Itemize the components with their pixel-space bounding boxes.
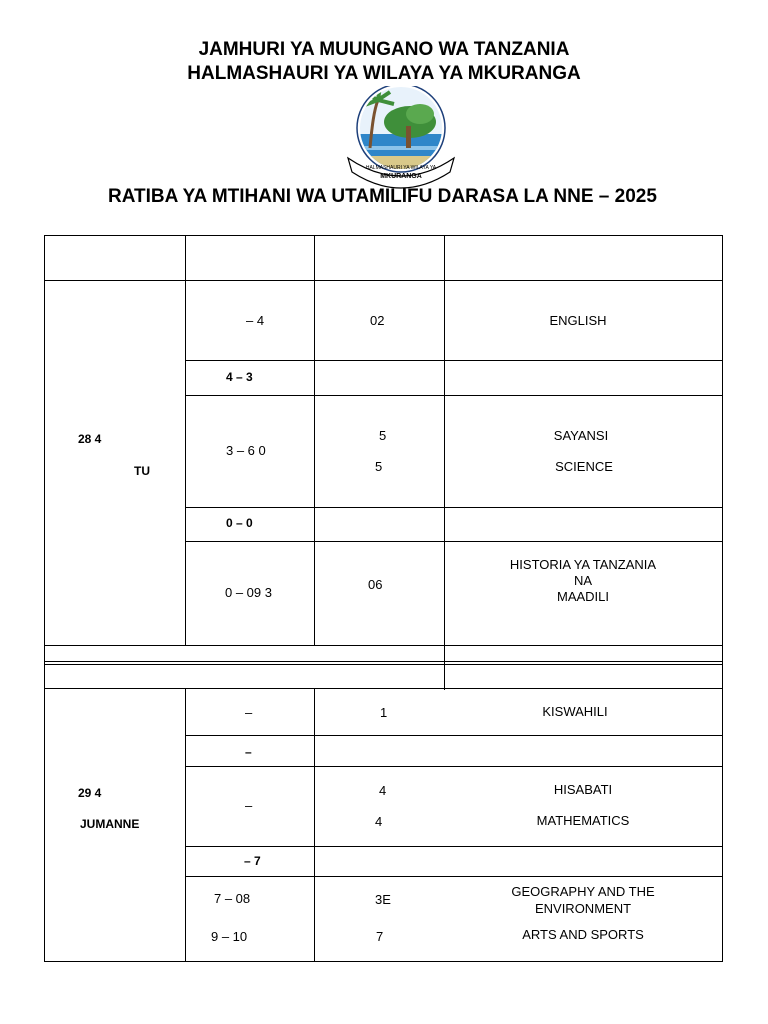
day2-row5-subject-b: ENVIRONMENT [534,901,632,916]
document-title: RATIBA YA MTIHANI WA UTAMILIFU DARASA LA NNE – 2025 [108,186,657,207]
day2-break1-time: – [245,745,252,759]
header-line-2: HALMASHAURI YA WILAYA YA MKURANGA [187,63,581,84]
day1-row3-code-b: 5 [375,459,383,474]
day2-row5-code-b: 7 [376,929,384,944]
day1-row5-subject-a: HISTORIA YA TANZANIA [509,557,657,572]
day1-row3-code-a: 5 [379,428,387,443]
day1-row1-time: – 4 [246,313,265,328]
day1-row5-subject-b: NA [573,573,593,588]
day1-row5-code: 06 [368,577,383,592]
day1-break1-time: 4 – 3 [226,370,253,384]
header-line-1: JAMHURI YA MUUNGANO WA TANZANIA [198,39,570,60]
day2-row5-subject-a: GEOGRAPHY AND THE [511,884,655,899]
day1-row5-subject-c: MAADILI [556,589,610,604]
day1-row1-subject: ENGLISH [549,313,607,328]
day1-row1-code: 02 [370,313,385,328]
day1-weekday: TU [134,464,150,478]
day1-date: 28 4 [78,432,102,446]
day2-row3-code-a: 4 [379,783,387,798]
day1-break2-time: 0 – 0 [226,516,253,530]
day2-row1-code: 1 [380,705,388,720]
district-seal-logo [340,86,462,190]
day2-row5-time-a: 7 – 08 [214,891,251,906]
day2-row1-time: – [245,705,253,720]
day1-row5-time: 0 – 09 3 [225,585,272,600]
seal-ring-text: HALMASHAURI YA WILAYA YA [365,165,437,171]
day2-row3-code-b: 4 [375,814,383,829]
day2-date: 29 4 [78,786,102,800]
day2-row3-subject-b: MATHEMATICS [536,813,630,828]
day2-row5-code-a: 3E [375,892,391,907]
day1-row3-subject-a: SAYANSI [553,428,609,443]
seal-banner-text: MKURANGA [380,173,422,180]
day2-row3-time: – [245,798,253,813]
day1-row3-time: 3 – 6 0 [226,443,266,458]
day2-row5-time-b: 9 – 10 [211,929,248,944]
day2-break2-time: – 7 [244,854,261,868]
day2-weekday: JUMANNE [80,817,140,831]
day2-row5-subject-c: ARTS AND SPORTS [522,927,644,942]
day1-row3-subject-b: SCIENCE [555,459,613,474]
day2-row3-subject-a: HISABATI [553,782,613,797]
day2-row1-subject: KISWAHILI [542,704,608,719]
